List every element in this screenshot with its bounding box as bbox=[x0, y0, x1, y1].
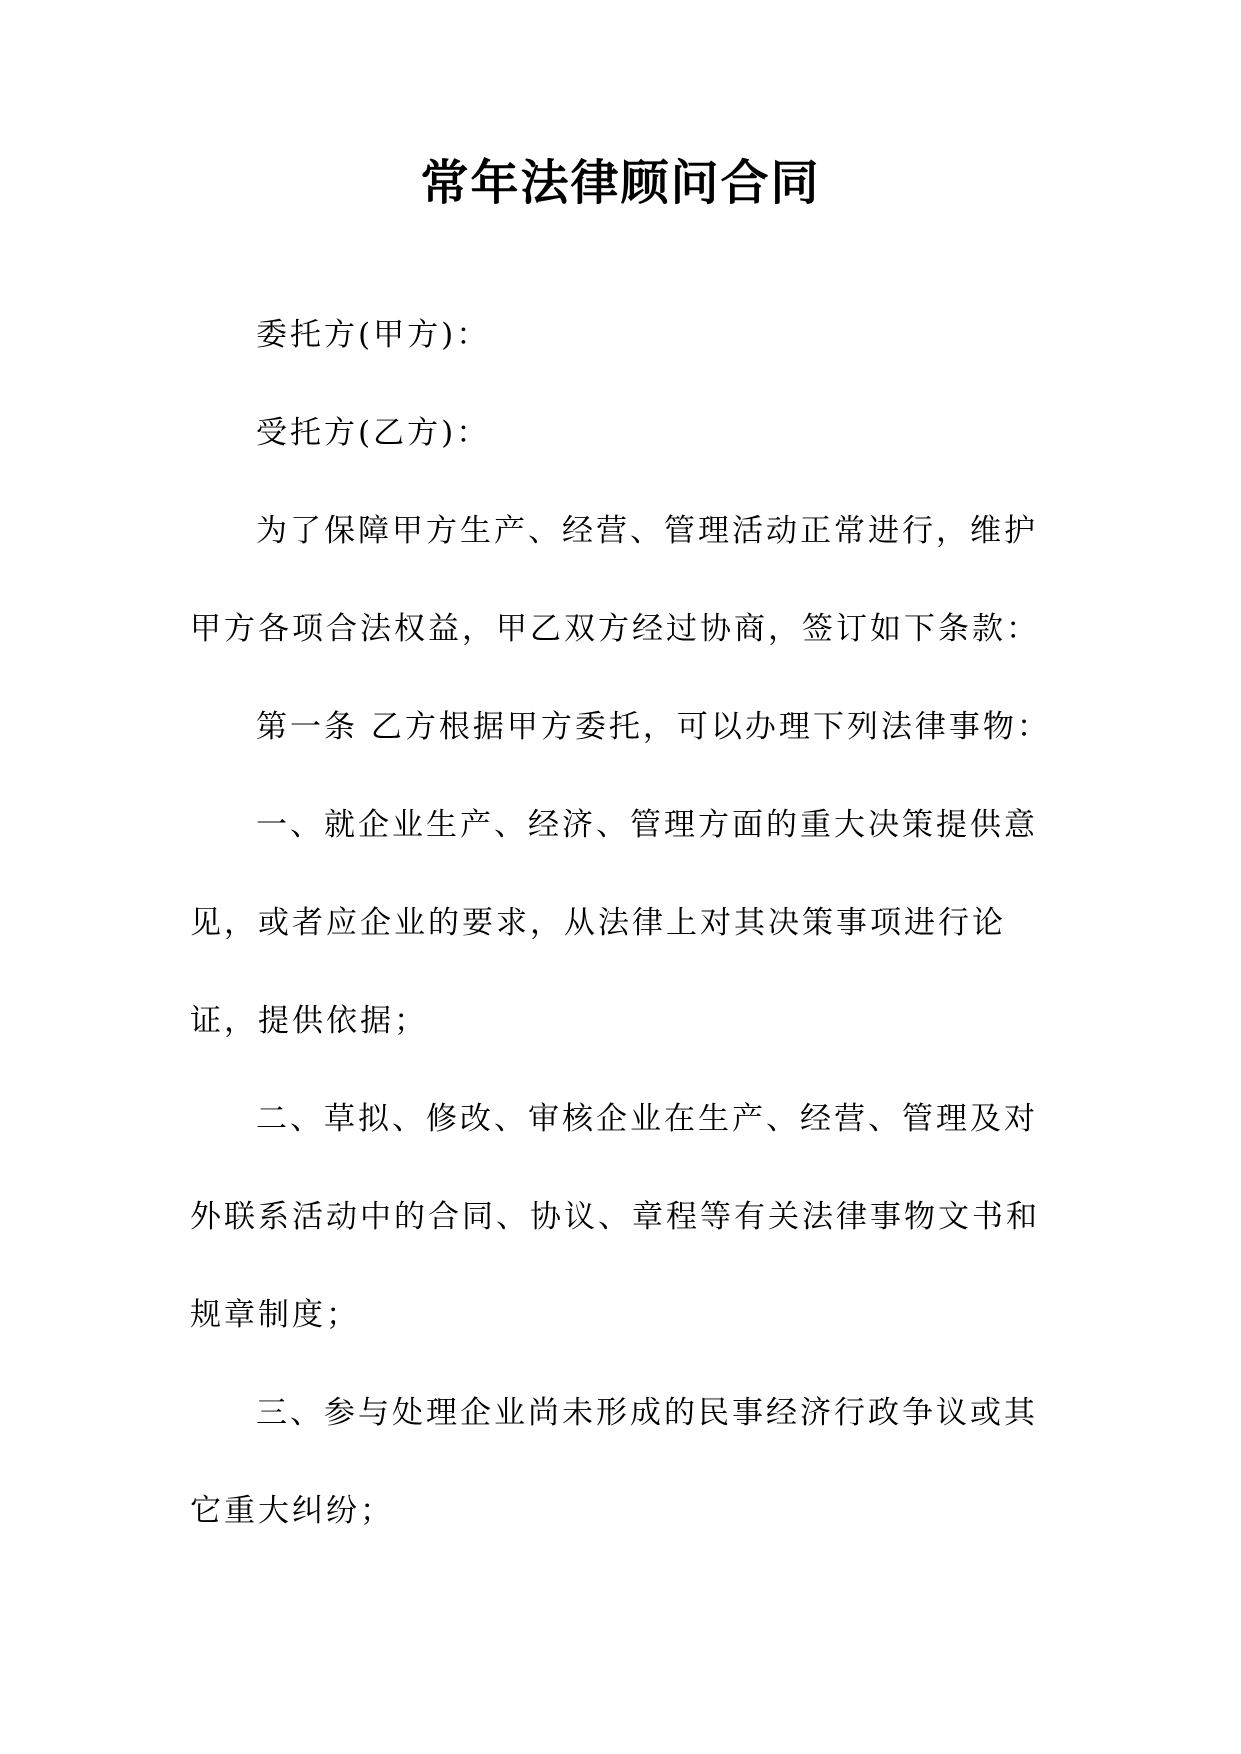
paragraph-party-b bbox=[190, 384, 1026, 482]
paragraph-line: 规章制度； bbox=[190, 1297, 360, 1333]
document-title: 常年法律顾问合同 bbox=[420, 155, 821, 211]
paragraph-line: 受托方(乙方)： bbox=[256, 415, 491, 451]
paragraph-line: 为了保障甲方生产、经营、管理活动正常进行，维护 bbox=[256, 513, 1038, 549]
paragraph-line: 证，提供依据； bbox=[190, 1003, 428, 1039]
paragraph-item-1 bbox=[190, 776, 1038, 1070]
paragraph-line: 外联系活动中的合同、协议、章程等有关法律事物文书和 bbox=[190, 1199, 1040, 1235]
paragraph-article-1 bbox=[190, 678, 1051, 776]
paragraph-party-a bbox=[190, 286, 1026, 384]
paragraph-line: 甲方各项合法权益，甲乙双方经过协商，签订如下条款： bbox=[190, 611, 1040, 647]
paragraph-line: 二、草拟、修改、审核企业在生产、经营、管理及对 bbox=[256, 1101, 1038, 1137]
paragraph-line: 委托方(甲方)： bbox=[256, 317, 491, 353]
paragraph-line: 一、就企业生产、经济、管理方面的重大决策提供意 bbox=[256, 807, 1038, 843]
paragraph-line: 它重大纠纷； bbox=[190, 1493, 394, 1529]
paragraph-line: 见，或者应企业的要求，从法律上对其决策事项进行论 bbox=[190, 905, 1006, 941]
paragraph-item-2 bbox=[190, 1070, 1040, 1364]
paragraph-line: 第一条 乙方根据甲方委托，可以办理下列法律事物： bbox=[256, 709, 1051, 745]
paragraph-line: 三、参与处理企业尚未形成的民事经济行政争议或其 bbox=[256, 1395, 1038, 1431]
paragraph-item-3 bbox=[190, 1364, 1038, 1560]
paragraph-preamble bbox=[190, 482, 1040, 678]
